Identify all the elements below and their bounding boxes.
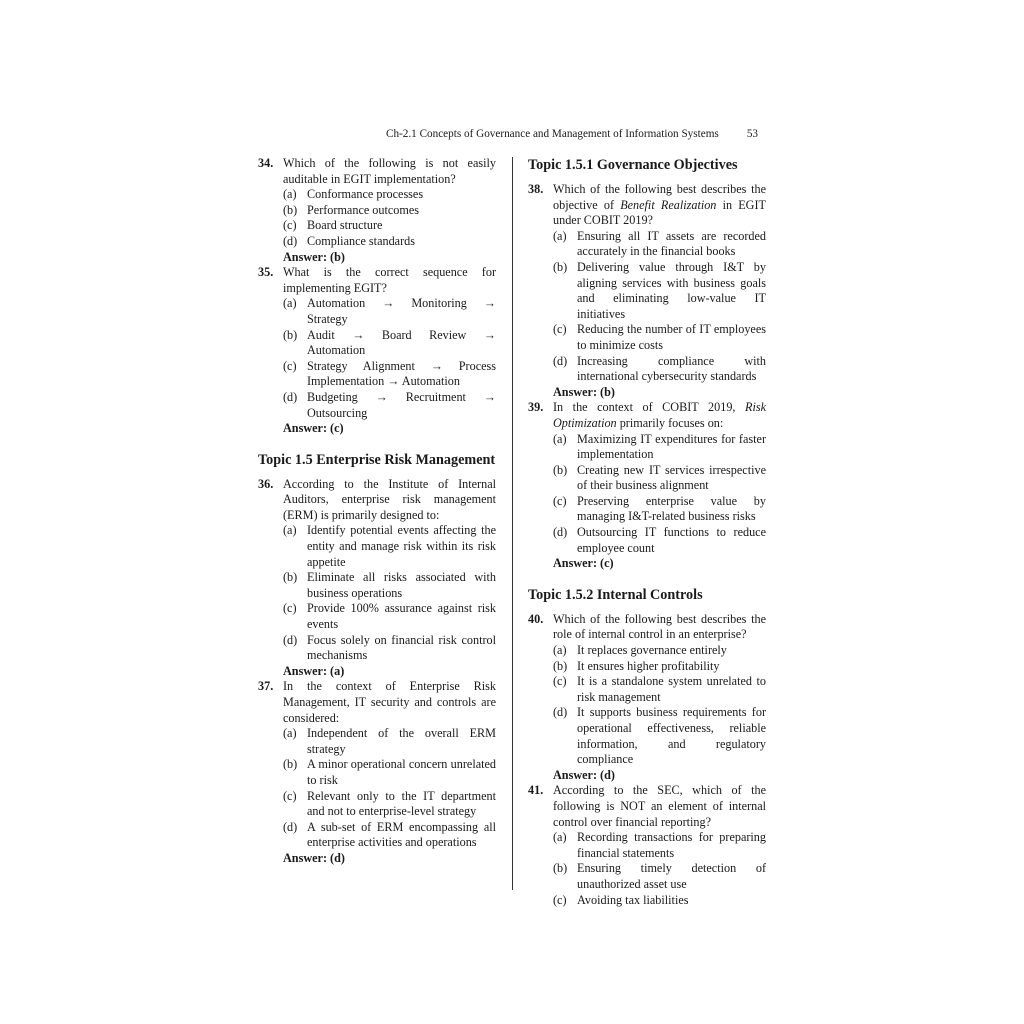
option-text: A sub-set of ERM encompassing all enterprise activities and operations	[307, 819, 496, 850]
option-label: (a)	[283, 726, 297, 741]
question-text: Which of the following best describes the role of internal control in an enterprise?	[553, 611, 766, 642]
question-35	[258, 265, 496, 437]
option-label: (a)	[283, 296, 297, 311]
option-d	[283, 234, 496, 250]
question-40	[528, 612, 766, 784]
running-header	[386, 126, 766, 142]
question-37	[258, 679, 496, 866]
question-number: 36.	[258, 476, 274, 491]
question-number: 37.	[258, 679, 274, 694]
question-number: 35.	[258, 265, 274, 280]
option-text: Ensuring timely detection of unauthorized asset use	[577, 861, 766, 891]
question-36	[258, 477, 496, 680]
option-label: (c)	[553, 493, 567, 508]
option-b	[283, 328, 496, 359]
option-a	[283, 296, 496, 327]
option-d	[283, 633, 496, 664]
option-text: It ensures higher profitability	[577, 658, 720, 673]
option-text: Automation → Monitoring → Strategy	[307, 296, 496, 326]
option-text: Focus solely on financial risk control mechanisms	[307, 632, 496, 663]
option-c	[553, 494, 766, 525]
question-text: According to the SEC, which of the following is NOT an element of internal control over financial reporting?	[553, 783, 766, 829]
option-c	[553, 322, 766, 353]
option-text: Outsourcing IT functions to reduce employee count	[577, 525, 766, 555]
option-text: Performance outcomes	[307, 202, 420, 217]
option-c	[283, 218, 496, 234]
option-text: Eliminate all risks associated with business operations	[307, 570, 496, 600]
option-c	[553, 674, 766, 705]
question-text: Which of the following is not easily auditable in EGIT implementation?	[283, 156, 496, 186]
option-label: (d)	[553, 353, 568, 368]
question-text-start: In the context of COBIT 2019,	[553, 400, 746, 415]
question-39	[528, 400, 766, 572]
option-text: Reducing the number of IT employees to minimize costs	[577, 322, 766, 352]
option-label: (c)	[283, 218, 297, 233]
question-text-start: Which of the following best describes the objective of	[553, 182, 766, 212]
option-label: (a)	[553, 228, 567, 243]
option-text: Independent of the overall ERM strategy	[307, 726, 496, 756]
answer: Answer: (b)	[553, 384, 615, 399]
option-label: (c)	[553, 892, 567, 907]
option-label: (a)	[283, 187, 297, 202]
question-41	[528, 783, 766, 908]
option-label: (d)	[283, 233, 298, 248]
question-text-end: primarily focuses on:	[616, 415, 724, 430]
option-label: (b)	[553, 658, 568, 673]
option-text: Provide 100% assurance against risk events	[307, 601, 496, 632]
option-d	[553, 354, 766, 385]
question-34	[258, 156, 496, 265]
option-label: (a)	[283, 523, 297, 538]
option-text: Creating new IT services irrespective of their business alignment	[577, 462, 766, 493]
question-number: 39.	[528, 400, 544, 415]
question-text: What is the correct sequence for implementing EGIT?	[283, 265, 496, 295]
question-text-italic: Benefit Realization	[620, 197, 717, 212]
option-b	[283, 757, 496, 788]
option-label: (c)	[283, 358, 297, 373]
option-b	[553, 260, 766, 322]
question-text	[553, 182, 766, 229]
option-label: (d)	[283, 632, 298, 647]
question-text: In the context of Enterprise Risk Management, IT security and controls are considered:	[283, 679, 496, 725]
answer: Answer: (a)	[283, 663, 345, 678]
option-label: (b)	[553, 861, 568, 876]
option-c	[283, 601, 496, 632]
option-text: It replaces governance entirely	[577, 643, 727, 658]
option-label: (a)	[553, 431, 567, 446]
option-c	[283, 789, 496, 820]
question-text: According to the Institute of Internal Auditors, enterprise risk management (ERM) is primarily designed to:	[283, 476, 496, 522]
option-text: Maximizing IT expenditures for faster implementation	[577, 431, 766, 462]
option-text: It supports business requirements for operational effectiveness, reliable information, and regulatory compliance	[577, 705, 766, 767]
right-column	[528, 156, 766, 908]
option-d	[283, 390, 496, 421]
option-b	[553, 659, 766, 675]
option-label: (c)	[283, 788, 297, 803]
option-a	[553, 432, 766, 463]
option-text: Delivering value through I&T by aligning services with business goals and eliminating low-value IT initiatives	[577, 259, 766, 321]
answer: Answer: (c)	[553, 556, 614, 571]
option-label: (b)	[283, 202, 298, 217]
option-d	[283, 820, 496, 851]
option-label: (a)	[553, 643, 567, 658]
option-text: Strategy Alignment → Process Implementation → Automation	[307, 358, 496, 389]
option-text: Audit → Board Review → Automation	[307, 327, 496, 358]
option-label: (a)	[553, 830, 567, 845]
option-label: (b)	[283, 570, 298, 585]
option-label: (d)	[553, 525, 568, 540]
option-text: Budgeting → Recruitment → Outsourcing	[307, 389, 496, 420]
question-38	[528, 182, 766, 400]
question-text	[553, 400, 766, 431]
option-label: (d)	[283, 389, 298, 404]
option-label: (c)	[553, 674, 567, 689]
left-column	[258, 156, 496, 867]
option-label: (c)	[283, 601, 297, 616]
option-text: Recording transactions for preparing financial statements	[577, 830, 766, 860]
answer: Answer: (d)	[283, 850, 345, 865]
question-number: 40.	[528, 611, 544, 626]
option-text: It is a standalone system unrelated to risk management	[577, 674, 766, 704]
option-text: Ensuring all IT assets are recorded accurately in the financial books	[577, 228, 766, 259]
option-text: A minor operational concern unrelated to risk	[307, 757, 496, 787]
option-text: Increasing compliance with international cybersecurity standards	[577, 353, 766, 384]
option-text: Identify potential events affecting the entity and manage risk within its risk appetite	[307, 523, 496, 569]
option-label: (b)	[553, 259, 568, 274]
option-b	[283, 203, 496, 219]
question-text-italic: Risk Optimization	[553, 400, 766, 430]
topic-heading-1-5: Topic 1.5 Enterprise Risk Management	[258, 451, 496, 468]
question-number: 38.	[528, 182, 544, 196]
option-a	[283, 187, 496, 203]
option-text: Preserving enterprise value by managing I&T-related business risks	[577, 493, 766, 524]
topic-heading-1-5-2: Topic 1.5.2 Internal Controls	[528, 586, 703, 603]
question-text-end: in EGIT under COBIT 2019?	[553, 197, 766, 228]
option-c	[283, 359, 496, 390]
option-text: Board structure	[307, 218, 383, 233]
option-a	[553, 830, 766, 861]
option-label: (d)	[283, 819, 298, 834]
option-label: (c)	[553, 322, 567, 337]
question-number: 41.	[528, 783, 544, 798]
option-label: (b)	[283, 327, 298, 342]
option-c	[553, 893, 766, 909]
option-label: (d)	[553, 705, 568, 720]
option-b	[553, 463, 766, 494]
topic-heading-1-5-1: Topic 1.5.1 Governance Objectives	[528, 157, 738, 173]
option-a	[283, 523, 496, 570]
option-a	[553, 229, 766, 260]
option-a	[283, 726, 496, 757]
option-label: (b)	[553, 462, 568, 477]
option-b	[283, 570, 496, 601]
option-text: Avoiding tax liabilities	[577, 892, 689, 907]
answer: Answer: (b)	[283, 249, 345, 264]
column-divider	[512, 157, 513, 890]
running-title: Ch-2.1 Concepts of Governance and Management of Information Systems	[386, 128, 719, 140]
option-b	[553, 861, 766, 892]
answer: Answer: (d)	[553, 767, 615, 782]
page-number: 53	[746, 128, 758, 140]
question-number: 34.	[258, 156, 274, 170]
option-text: Compliance standards	[307, 233, 415, 248]
option-a	[553, 643, 766, 659]
option-text: Relevant only to the IT department and not to enterprise-level strategy	[307, 788, 496, 819]
option-text: Conformance processes	[307, 187, 424, 202]
option-label: (b)	[283, 757, 298, 772]
answer: Answer: (c)	[283, 421, 344, 436]
option-d	[553, 705, 766, 767]
option-d	[553, 525, 766, 556]
